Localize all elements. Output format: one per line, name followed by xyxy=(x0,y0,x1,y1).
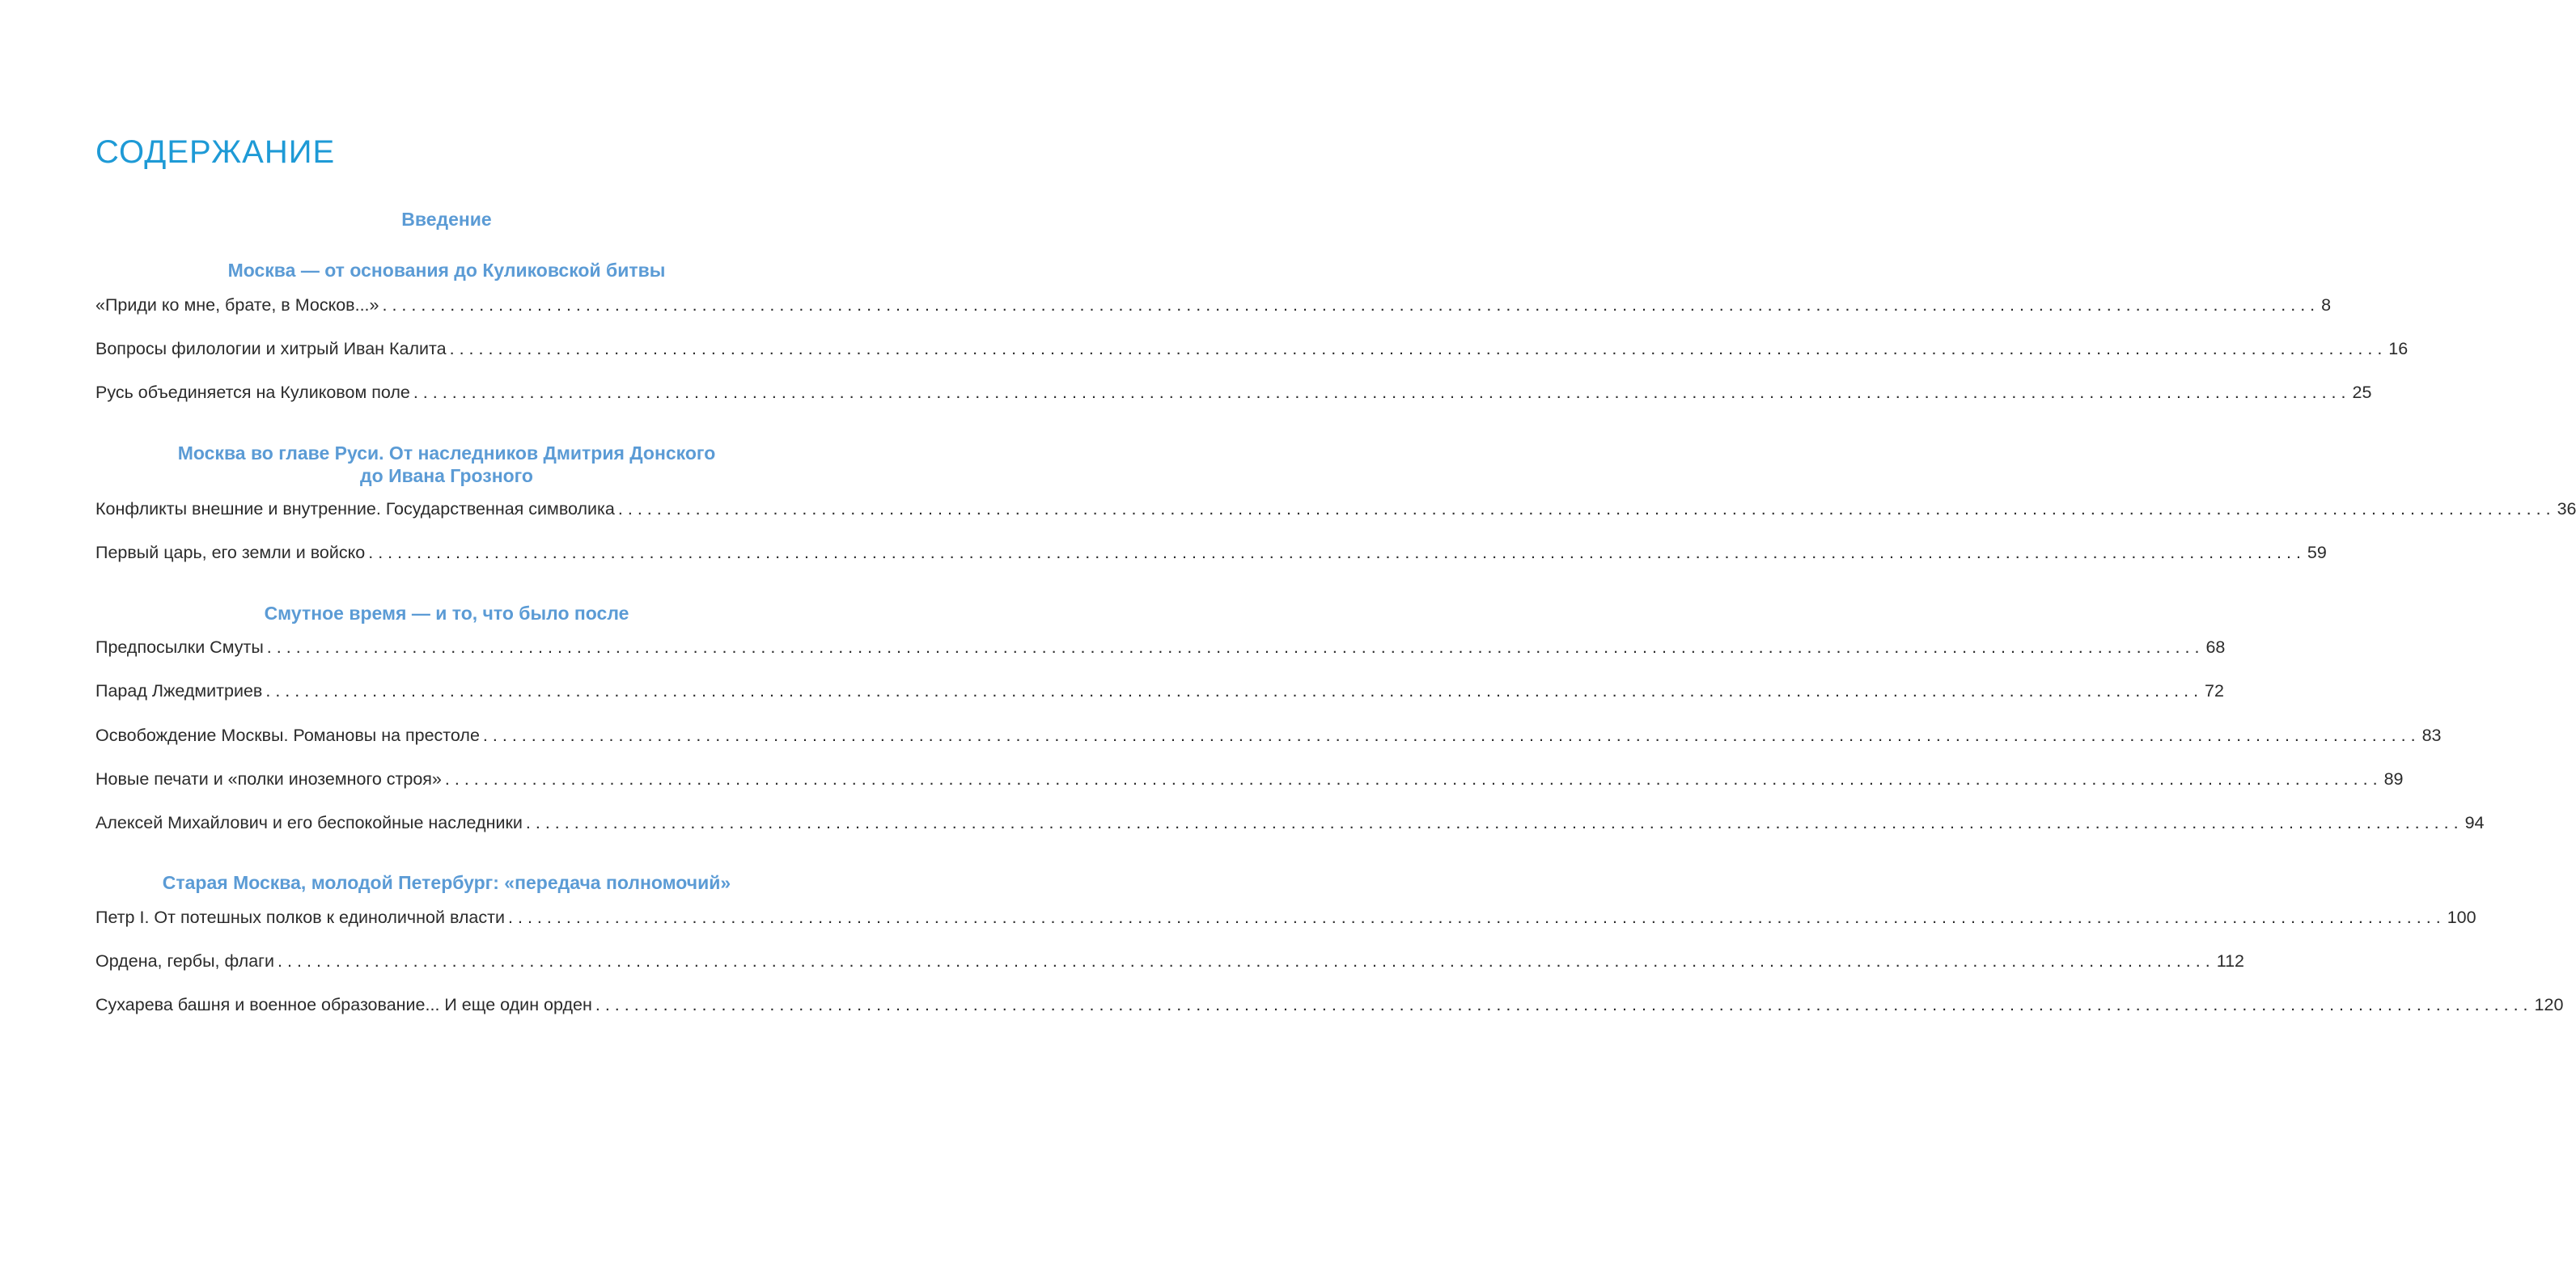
toc-entry[interactable] xyxy=(95,993,2564,1017)
toc-entry[interactable] xyxy=(95,905,2476,929)
toc-entry-title: Петр I. От потешных полков к единоличной власти xyxy=(95,908,505,927)
toc-entry-title: Парад Лжедмитриев xyxy=(95,681,263,701)
dot-leader: ........................................................................................................................................................................................................ xyxy=(278,951,2215,971)
toc-entry-title: Ордена, гербы, флаги xyxy=(95,951,275,971)
toc-entry[interactable] xyxy=(95,337,2409,361)
dot-leader: ........................................................................................................................................................................................................ xyxy=(482,726,2421,745)
toc-entry[interactable] xyxy=(95,380,2372,404)
toc-entry-title: Конфликты внешние и внутренние. Государственная символика xyxy=(95,499,615,519)
toc-entry[interactable] xyxy=(95,767,2404,791)
toc-entry[interactable] xyxy=(95,811,2485,835)
toc-entry-page: 94 xyxy=(2464,813,2485,832)
toc-entry-title: Новые печати и «полки иноземного строя» xyxy=(95,769,442,789)
section-heading-1[interactable] xyxy=(95,259,798,282)
dot-leader: ........................................................................................................................................................................................................ xyxy=(444,769,2383,789)
toc-entry-page: 8 xyxy=(2321,295,2332,315)
dot-leader: ........................................................................................................................................................................................................ xyxy=(265,681,2204,701)
section-heading-line: Москва — от основания до Куликовской битвы xyxy=(227,260,666,281)
toc-entry-page: 89 xyxy=(2383,769,2404,789)
toc-entry-title: Русь объединяется на Куликовом поле xyxy=(95,383,410,402)
dot-leader: ........................................................................................................................................................................................................ xyxy=(382,295,2320,315)
dot-leader: ........................................................................................................................................................................................................ xyxy=(595,995,2533,1014)
dot-leader: ........................................................................................................................................................................................................ xyxy=(413,383,2351,402)
toc-entry-page: 16 xyxy=(2388,339,2409,358)
toc-entry[interactable] xyxy=(95,679,2224,703)
dot-leader: ........................................................................................................................................................................................................ xyxy=(525,813,2464,832)
toc-entry-title: Алексей Михайлович и его беспокойные наследники xyxy=(95,813,523,832)
intro-heading[interactable]: Введение xyxy=(401,209,492,230)
section-heading-line: Москва во главе Руси. От наследников Дмитрия Донского xyxy=(177,442,716,464)
toc-entry-page: 100 xyxy=(2447,908,2476,927)
toc-entry-title: Предпосылки Смуты xyxy=(95,637,264,657)
toc-entry[interactable] xyxy=(95,723,2442,747)
section-heading-2[interactable] xyxy=(95,442,798,487)
toc-entry-page: 120 xyxy=(2534,995,2564,1014)
dot-leader: ........................................................................................................................................................................................................ xyxy=(617,499,2556,519)
toc-entry-title: Сухарева башня и военное образование... И еще один орден xyxy=(95,995,592,1014)
toc-entry-title: «Приди ко мне, брате, в Москов...» xyxy=(95,295,379,315)
toc-entry[interactable] xyxy=(95,949,2245,973)
toc-entry-page: 83 xyxy=(2421,726,2442,745)
toc-entry-page: 36 xyxy=(2557,499,2576,519)
toc-entry[interactable] xyxy=(95,293,2332,317)
toc-entry-title: Первый царь, его земли и войско xyxy=(95,543,366,562)
dot-leader: ........................................................................................................................................................................................................ xyxy=(368,543,2306,562)
section-heading-line: Смутное время — и то, что было после xyxy=(264,603,629,624)
toc-entry-title: Освобождение Москвы. Романовы на престоле xyxy=(95,726,480,745)
dot-leader: ........................................................................................................................................................................................................ xyxy=(508,908,2446,927)
section-heading-line: до Ивана Грозного xyxy=(360,465,533,486)
section-heading-line: Старая Москва, молодой Петербург: «передача полномочий» xyxy=(162,872,731,893)
toc-entry-page: 68 xyxy=(2205,637,2226,657)
toc-entry-page: 112 xyxy=(2216,951,2245,971)
page-title: СОДЕРЖАНИЕ xyxy=(95,134,336,170)
toc-entry[interactable] xyxy=(95,497,2576,521)
toc-entry-title: Вопросы филологии и хитрый Иван Калита xyxy=(95,339,447,358)
toc-entry-page: 25 xyxy=(2352,383,2372,402)
dot-leader: ........................................................................................................................................................................................................ xyxy=(449,339,2387,358)
toc-entry-page: 72 xyxy=(2205,681,2224,701)
toc-entry[interactable] xyxy=(95,635,2226,659)
toc-entry-page: 59 xyxy=(2307,543,2327,562)
toc-entry[interactable] xyxy=(95,540,2327,565)
section-heading-4[interactable] xyxy=(95,871,798,894)
section-heading-3[interactable] xyxy=(95,602,798,625)
dot-leader: ........................................................................................................................................................................................................ xyxy=(266,637,2205,657)
